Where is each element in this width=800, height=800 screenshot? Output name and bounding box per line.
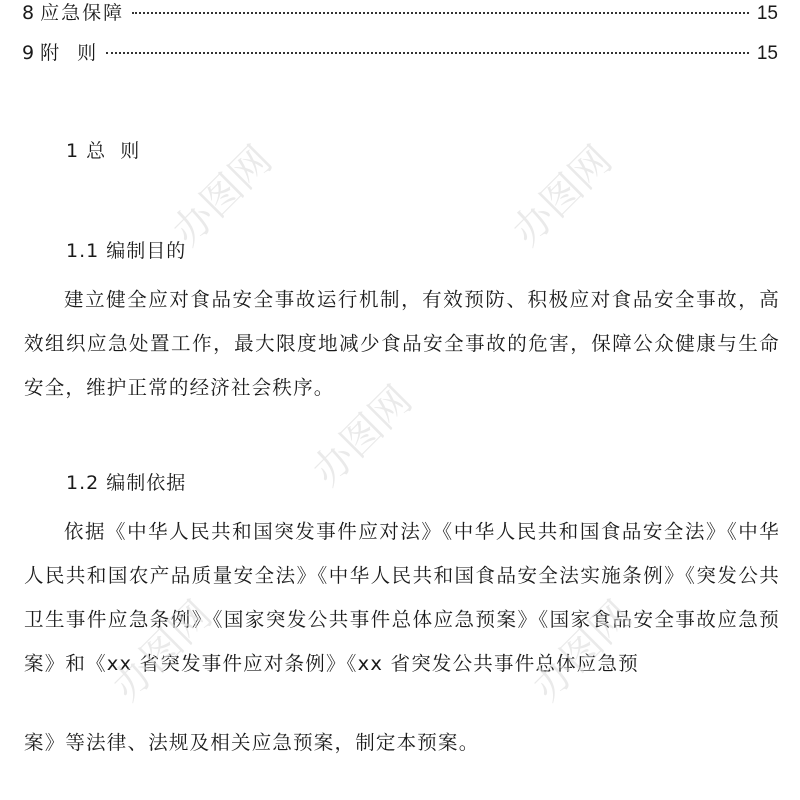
watermark: 办图网: [163, 137, 282, 255]
watermark: 办图网: [303, 377, 422, 495]
toc-title: 附 则: [40, 42, 99, 64]
toc-row[interactable]: [22, 40, 778, 66]
watermark: 办图网: [503, 137, 622, 255]
toc-leader-dots: [132, 12, 749, 14]
toc-page-number: 15: [756, 43, 778, 64]
watermark: 办图网: [103, 592, 222, 710]
section-heading: 1 总 则: [66, 140, 141, 162]
watermark: 办图网: [523, 592, 642, 710]
toc-leader-dots: [106, 52, 749, 54]
paragraph-purpose: 建立健全应对食品安全事故运行机制，有效预防、积极应对食品安全事故，高效组织应急处置工作，最大限度地减少食品安全事故的危害，保障公众健康与生命安全，维护正常的经济社会秩序。: [24, 288, 780, 399]
toc-title: 应急保障: [40, 2, 125, 24]
toc-number: 8: [22, 2, 35, 24]
toc-number: 9: [22, 42, 35, 64]
toc-page-number: 15: [756, 3, 778, 24]
subsection-heading: 1.1 编制目的: [66, 240, 187, 262]
paragraph-basis-continued: 案》等法律、法规及相关应急预案，制定本预案。: [24, 731, 480, 754]
toc-row[interactable]: [22, 0, 778, 26]
paragraph-basis: 依据《中华人民共和国突发事件应对法》《中华人民共和国食品安全法》《中华人民共和国农产品质量安全法》《中华人民共和国食品安全法实施条例》《突发公共卫生事件应急条例》《国家突发公共事件总体应急预案》《国家食品安全事故应急预案》和《xx 省突发事件应对条例》《xx 省突发公共事件总体应急预: [24, 520, 780, 675]
subsection-heading: 1.2 编制依据: [66, 472, 187, 494]
